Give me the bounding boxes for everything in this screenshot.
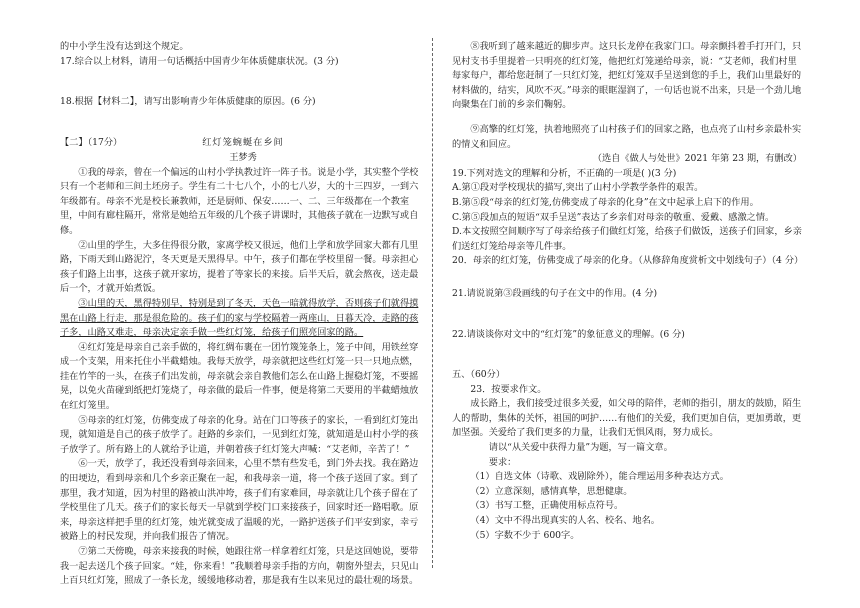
requirement-4: （4）文中不得出现真实的人名、校名、地名。 [470, 515, 660, 527]
top-line: 的中小学生没有达到这个规定。 [60, 41, 189, 52]
essay-author: 王梦秀 [229, 151, 257, 163]
section-2-label: 【二】（17分） [60, 136, 123, 148]
option-c: C.第⑤段加点的短语“双手呈送”表达了乡亲们对母亲的敬重、爱戴、感激之情。 [452, 211, 775, 223]
paragraph-8: ⑧我听到了越来越近的脚步声。这只长龙停在我家门口。母亲颤抖着手打开门，只见村支书手里提着一只明亮的红灯笼，他把红灯笼递给母亲，说：“艾老师，我们村里每家每户，都给您赶制了一只红灯笼，把红灯笼双手呈送到您的手上，我们山里最好的材料做的，结实，风吹不灭。”母亲的眼眶湿润了，一句话也说不出来，只是一个劲儿地向聚集在门前的乡亲们鞠躬。 [452, 41, 802, 111]
requirement-1: （1）自选文体（诗歌、戏剧除外），能合理运用多种表达方式。 [470, 471, 729, 483]
question-22: 22.请谈谈你对文中的“红灯笼”的象征意义的理解。(6 分) [452, 328, 685, 340]
left-column [60, 40, 426, 589]
paragraph-4: ④红灯笼是母亲自己亲手做的，将红绸布裹在一团竹篾笼条上，笼子中间，用铁丝穿成一个支架，用来托住小半截蜡烛。我每天放学，母亲就把这些红灯笼一只一只地点燃，挂在竹竿的一头，在孩子们出发前，母亲就会亲自教他们怎么在山路上握稳灯笼，不要摇晃，以免火苗碰到纸把灯笼烧了，母亲做的最后一件事，便是将第二天要用的半截蜡烛放在红灯笼里。 [60, 341, 419, 412]
essay-title-instruction: 请以“从关爱中获得力量”为题，写一篇文章。 [488, 442, 673, 454]
question-21: 21.请说说第③段画线的句子在文中的作用。(4 分) [452, 287, 658, 299]
essay-title: 红灯笼蜿蜒在乡间 [202, 137, 284, 149]
requirement-3: （3）书写工整，正确使用标点符号。 [470, 500, 624, 512]
option-a: A.第①段对学校现状的描写,突出了山村小学教学条件的艰苦。 [452, 182, 704, 194]
paragraph-2: ②山里的学生，大多住得很分散，家离学校又很远，他们上学和放学回家大都有几里路，下雨天到山路泥泞，冬天更是天黑得早。中午，孩子们都在学校里留一餐。母亲担心孩子们路上出事，这孩子就开家坊，提着了等家长的来接。后半天后，就会熬夜，送走最后一个，才就开始煮饭。 [60, 239, 419, 295]
requirements-label: 要求： [488, 456, 517, 468]
paragraph-1: ①我的母亲，曾在一个偏远的山村小学执教过许一阵子书。说是小学，其实整个学校只有一个老师和三间土坯房子。学生有二十七八个，小的七八岁，大的十三四岁，一到六年级都有。母亲不光是校长兼教师，还是厨师、保安……一、二、三年级都在一个教室里，中间有廊柱隔开，常常是她给五年级的几个孩子讲课时，其他孩子就在一边默写或自修。 [60, 166, 419, 236]
question-18: 18.根据【材料二】，请写出影响青少年体质健康的原因。(6 分) [60, 96, 316, 108]
paragraph-5: ⑤母亲的红灯笼，仿佛变成了母亲的化身。站在门口等孩子的家长，一看到红灯笼出现，就知道是自己的孩子放学了。赶路的乡亲们，一见到红灯笼，就知道是山村小学的孩子放学了。所有路上的人就给予让道，并朝着孩子红灯笼大声喊：“艾老师，辛苦了！” [60, 414, 419, 455]
paragraph-6: ⑥一天，放学了，我还没看到母亲回来，心里不禁有些发毛，到门外去找。我在路边的田埂边，看到母亲和几个乡亲正聚在一起，和我母亲一道，将一个孩子送回了家。到了那里，我才知道，因为村里的路被山洪冲垮，孩子们有家难回，母亲就让几个孩子留在了学校里住了几天。孩子们的家长每天一早就到学校门口来接孩子，回家时还一路唱歌。原来，母亲这样把手里的红灯笼，烛光就变成了温暖的光，一路护送孩子们平安到家，幸亏被路上的村民发现，并向我们报告了情况。 [60, 458, 419, 543]
section-5-label: 五、（60分） [452, 369, 506, 381]
requirement-2: （2）立意深刻，感情真挚，思想健康。 [470, 485, 633, 497]
paragraph-9: ⑨高擎的红灯笼，执着地照亮了山村孩子们的回家之路，也点亮了山村乡亲最朴实的情义和回应。 [452, 123, 802, 150]
source-note: （选自《做人与处世》2021 年第 23 期，有删改） [592, 153, 802, 165]
right-column [452, 40, 802, 543]
requirement-5: （5）字数不少于 600字。 [470, 529, 580, 541]
paragraph-3: ③山里的天，黑得特别早，特别是到了冬天，天色一暗就得放学，否则孩子们就得摸黑在山路上行走，那是很危险的。孩子们的家与学校隔着一两座山，日暮天冷，走路的孩子多，山路又难走，母亲决定亲手做一些红灯笼，给孩子们照亮回家的路。 [60, 297, 419, 339]
question-23: 23．按要求作文。 [470, 383, 547, 395]
question-17: 17.综合以上材料，请用一句话概括中国青少年体质健康状况。(3 分) [60, 55, 339, 67]
option-b: B.第⑤段“母亲的红灯笼,仿佛变成了母亲的化身”在文中起承上启下的作用。 [452, 196, 759, 208]
question-20: 20．母亲的红灯笼，仿佛变成了母亲的化身。（从修辞角度赏析文中划线句子）（4 分） [452, 255, 804, 267]
question-19: 19.下列对选文的理解和分析，不正确的一项是( )(3 分) [452, 167, 677, 179]
essay-prompt: 成长路上，我们接受过很多关爱，如父母的陪伴，老师的指引，朋友的鼓励，陌生人的帮助，集体的关怀，祖国的呵护……有他们的关爱，我们更加自信，更加勇敢，更加坚强。关爱给了我们更多的力量，让我们无惧风雨，努力成长。 [452, 398, 802, 439]
column-divider [432, 38, 433, 568]
paragraph-7: ⑦第二天傍晚，母亲来接我的时候，她跟往常一样拿着红灯笼，只是这回她说，要带我一起去送几个孩子回家。“娃，你来看！”我顺着母亲手指的方向，朝窗外望去，只见山上百只红灯笼，照成了一条长龙，缓缓地移动着，那是我有生以来见过的最壮观的场景。 [60, 546, 419, 587]
option-d: D.本文按照空间顺序写了母亲给孩子们做红灯笼，给孩子们做饭，送孩子们回家，乡亲们送红灯笼给母亲等几件事。 [452, 226, 802, 252]
